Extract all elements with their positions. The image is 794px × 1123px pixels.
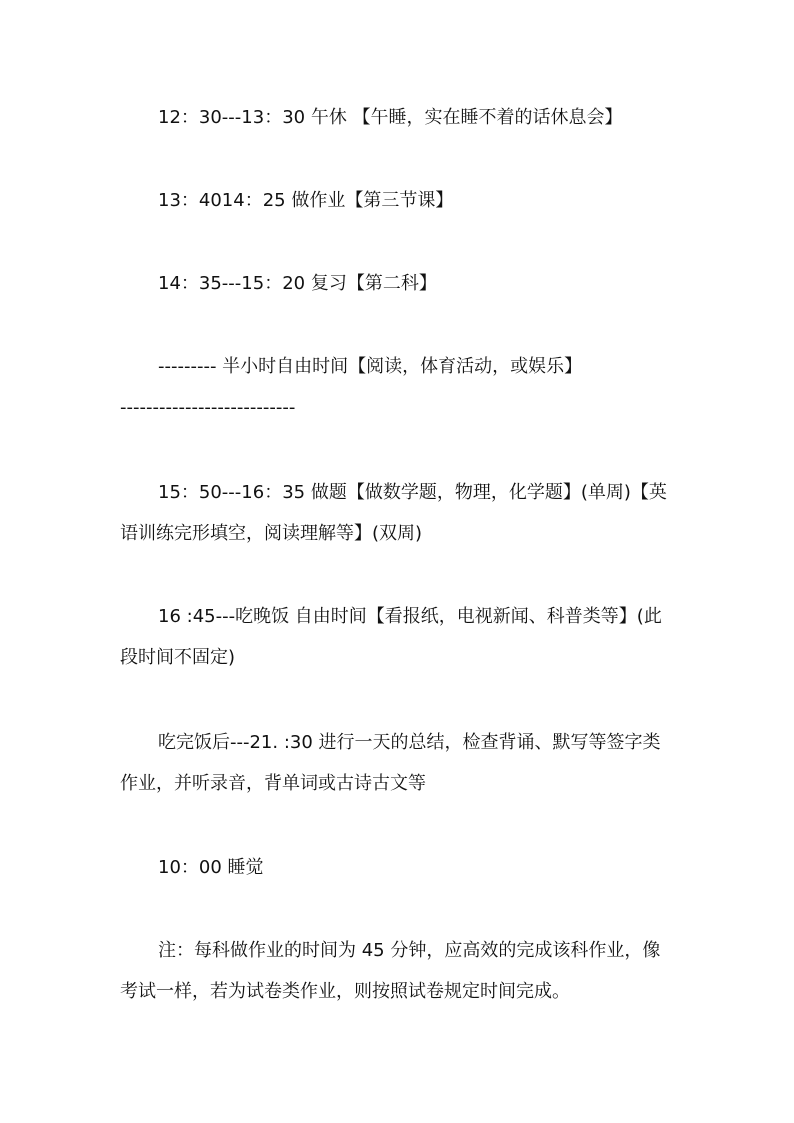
schedule-line-dinner-continued: 段时间不固定) (120, 647, 236, 668)
schedule-line-exercises-continued: 语训练完形填空，阅读理解等】(双周) (120, 523, 423, 544)
schedule-line-free-time: --------- 半小时自由时间【阅读，体育活动，或娱乐】 (158, 356, 583, 377)
note-line-continued: 考试一样，若为试卷类作业，则按照试卷规定时间完成。 (120, 981, 570, 1002)
schedule-line-homework: 13：4014：25 做作业【第三节课】 (158, 190, 454, 211)
schedule-line-sleep: 10：00 睡觉 (158, 857, 264, 878)
schedule-line-noon-rest: 12：30---13：30 午休 【午睡，实在睡不着的话休息会】 (158, 107, 623, 128)
schedule-line-evening-summary: 吃完饭后---21. :30 进行一天的总结，检查背诵、默写等签字类 (158, 732, 661, 753)
schedule-line-evening-summary-continued: 作业，并听录音，背单词或古诗古文等 (120, 773, 426, 794)
schedule-line-review: 14：35---15：20 复习【第二科】 (158, 273, 437, 294)
schedule-line-dinner: 16 :45---吃晚饭 自由时间【看报纸，电视新闻、科普类等】(此 (158, 606, 662, 627)
note-line: 注：每科做作业的时间为 45 分钟，应高效的完成该科作业，像 (158, 940, 661, 961)
schedule-line-exercises: 15：50---16：35 做题【做数学题，物理，化学题】(单周)【英 (158, 482, 667, 503)
schedule-line-free-time-continued: --------------------------- (120, 397, 296, 418)
